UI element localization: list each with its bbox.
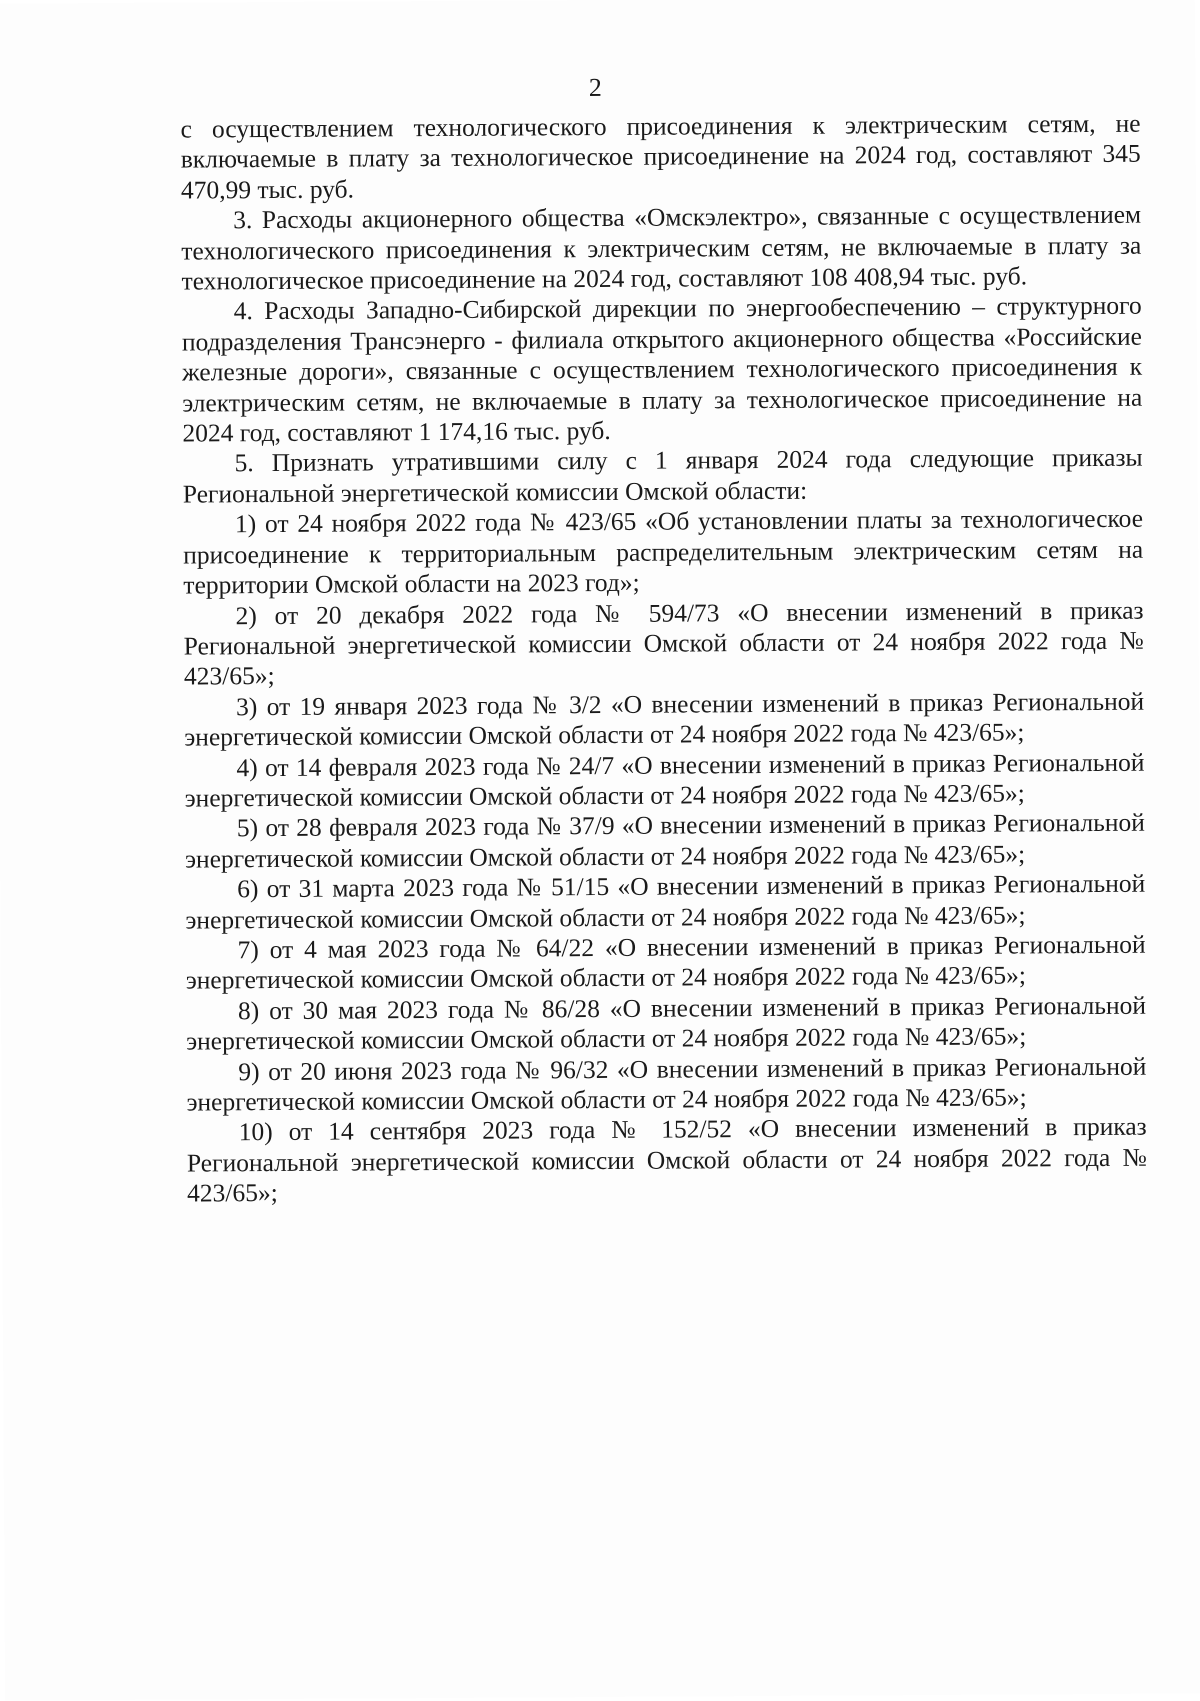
list-item-5: 5) от 28 февраля 2023 года № 37/9 «О внесении изменений в приказ Региональной энергетической комиссии Омской области от 24 ноября 2022 года № 423/65»; (184, 808, 1145, 874)
list-item-9: 9) от 20 июня 2023 года № 96/32 «О внесении изменений в приказ Региональной энергетической комиссии Омской области от 24 ноября 2022 года № 423/65»; (186, 1051, 1147, 1117)
list-item-6: 6) от 31 марта 2023 года № 51/15 «О внесении изменений в приказ Региональной энергетической комиссии Омской области от 24 ноября 2022 года № 423/65»; (185, 868, 1146, 935)
document-body (180, 109, 1147, 1209)
list-item-2: 2) от 20 декабря 2022 года № 594/73 «О внесении изменений в приказ Региональной энергетической комиссии Омской области от 24 ноября 2022 года № 423/65»; (183, 595, 1144, 691)
list-item-7: 7) от 4 мая 2023 года № 64/22 «О внесении изменений в приказ Региональной энергетической комиссии Омской области от 24 ноября 2022 года № 423/65»; (185, 929, 1146, 995)
paragraph-item-5: 5. Признать утратившими силу с 1 января 2024 года следующие приказы Региональной энергетической комиссии Омской области: (182, 443, 1143, 509)
list-item-3: 3) от 19 января 2023 года № 3/2 «О внесении изменений в приказ Региональной энергетической комиссии Омской области от 24 ноября 2022 года № 423/65»; (184, 686, 1145, 752)
list-item-10: 10) от 14 сентября 2023 года № 152/52 «О внесении изменений в приказ Региональной энергетической комиссии Омской области от 24 ноября 2022 года № 423/65»; (186, 1112, 1147, 1208)
paragraph-item-3: 3. Расходы акционерного общества «Омскэлектро», связанные с осуществлением технологического присоединения к электрическим сетям, не включаемые в плату за технологическое присоединение на 2024 год, составляют 108 408,94 тыс. руб. (181, 199, 1142, 296)
page-number: 2 (588, 72, 602, 103)
paragraph-continuation: с осуществлением технологического присоединения к электрическим сетям, не включаемые в плату за технологическое присоединение на 2024 год, составляют 345 470,99 тыс. руб. (180, 108, 1141, 205)
list-item-8: 8) от 30 мая 2023 года № 86/28 «О внесении изменений в приказ Региональной энергетической комиссии Омской области от 24 ноября 2022 года № 423/65»; (186, 990, 1147, 1056)
list-item-1: 1) от 24 ноября 2022 года № 423/65 «Об установлении платы за технологическое присоединение к территориальным распределительным электрическим сетям на территории Омской области на 2023 год»; (183, 503, 1144, 600)
paragraph-item-4: 4. Расходы Западно-Сибирской дирекции по энергообеспечению – структурного подразделения Трансэнерго - филиала открытого акционерного общества «Российские железные дороги», связанные с осуществлением технологического присоединения к электрическим сетям, не включаемые в плату за технологическое присоединение на 2024 год, составляют 1 174,16 тыс. руб. (181, 291, 1143, 448)
list-item-4: 4) от 14 февраля 2023 года № 24/7 «О внесении изменений в приказ Региональной энергетической комиссии Омской области от 24 ноября 2022 года № 423/65»; (184, 747, 1145, 813)
